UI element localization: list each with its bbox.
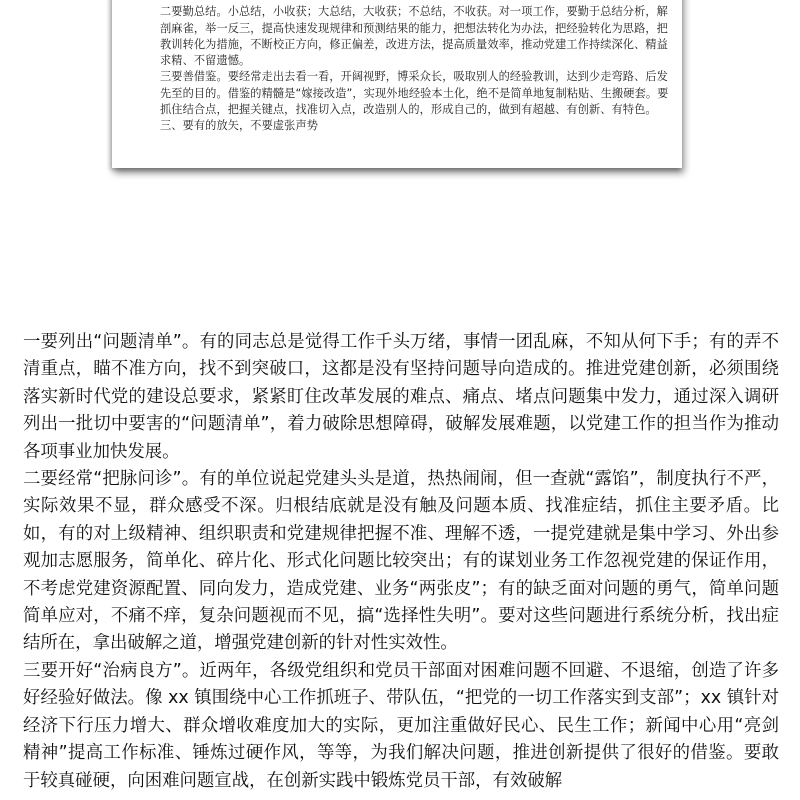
body-paragraph: 一要列出“问题清单”。有的同志总是觉得工作千头万绪，事情一团乱麻，不知从何下手；有的弄不清重点，瞄不准方向，找不到突破口，这都是没有坚持问题导向造成的。推进党建创新，必须围绕落实新时代党的建设总要求，紧紧盯住改革发展的难点、痛点、堵点问题集中发力，通过深入调研列出一批切中要害的“问题清单”，着力破除思想障碍，破解发展难题，以党建工作的担当作为推动各项事业加快发展。 [23,332,779,462]
thumbnail-cut-line [160,0,670,4]
thumbnail-text [160,0,670,135]
body-paragraph: 三要开好“治病良方”。近两年，各级党组织和党员干部面对困难问题不回避、不退缩，创造了许多好经验好做法。像 xx 镇围绕中心工作抓班子、带队伍，“把党的一切工作落实到支部”；xx 镇针对经济下行压力增大、群众增收难度加大的实际，更加注重做好民心、民生工作；新闻中心用“亮剑精神”提高工作标准、锤炼过硬作风，等等，为我们解决问题，推进创新提供了很好的借鉴。要敢于较真碰硬，向困难问题宣战，在创新实践中锻炼党员干部，有效破解 [23,660,779,791]
thumbnail-paragraph: 二要勤总结。小总结，小收获；大总结，大收获；不总结，不收获。对一项工作，要勤于总结分析，解剖麻雀，举一反三，提高快速发现规律和预测结果的能力，把想法转化为办法，把经验转化为思路，把教训转化为措施，不断校正方向，修正偏差，改进方法，提高质量效率，推动党建工作持续深化、精益求精、不留遗憾。 [160,5,668,68]
thumbnail-paragraph: 三要善借鉴。要经常走出去看一看，开阔视野，博采众长，吸取别人的经验教训，达到少走弯路、后发先至的目的。借鉴的精髓是“嫁接改造”，实现外地经验本土化，绝不是简单地复制粘贴、生搬硬套。要抓住结合点，把握关键点，找准切入点，改造别人的，形成自己的，做到有超越、有创新、有特色。 [160,70,669,117]
thumbnail-heading: 三、要有的放矢，不要虚张声势 [160,119,319,133]
document-page-thumbnail [112,0,682,168]
body-paragraph: 二要经常“把脉问诊”。有的单位说起党建头头是道，热热闹闹，但一查就“露馅”，制度执行不严，实际效果不显，群众感受不深。归根结底就是没有触及问题本质、找准症结，抓住主要矛盾。比如，有的对上级精神、组织职责和党建规律把握不准、理解不透，一提党建就是集中学习、外出参观加志愿服务，简单化、碎片化、形式化问题比较突出；有的谋划业务工作忽视党建的保证作用，不考虑党建资源配置、同向发力，造成党建、业务“两张皮”；有的缺乏面对问题的勇气，简单问题简单应对，不痛不痒，复杂问题视而不见，搞“选择性失明”。要对这些问题进行系统分析，找出症结所在，拿出破解之道，增强党建创新的针对性实效性。 [23,469,779,654]
preview-area [0,0,800,318]
document-body [23,329,779,795]
